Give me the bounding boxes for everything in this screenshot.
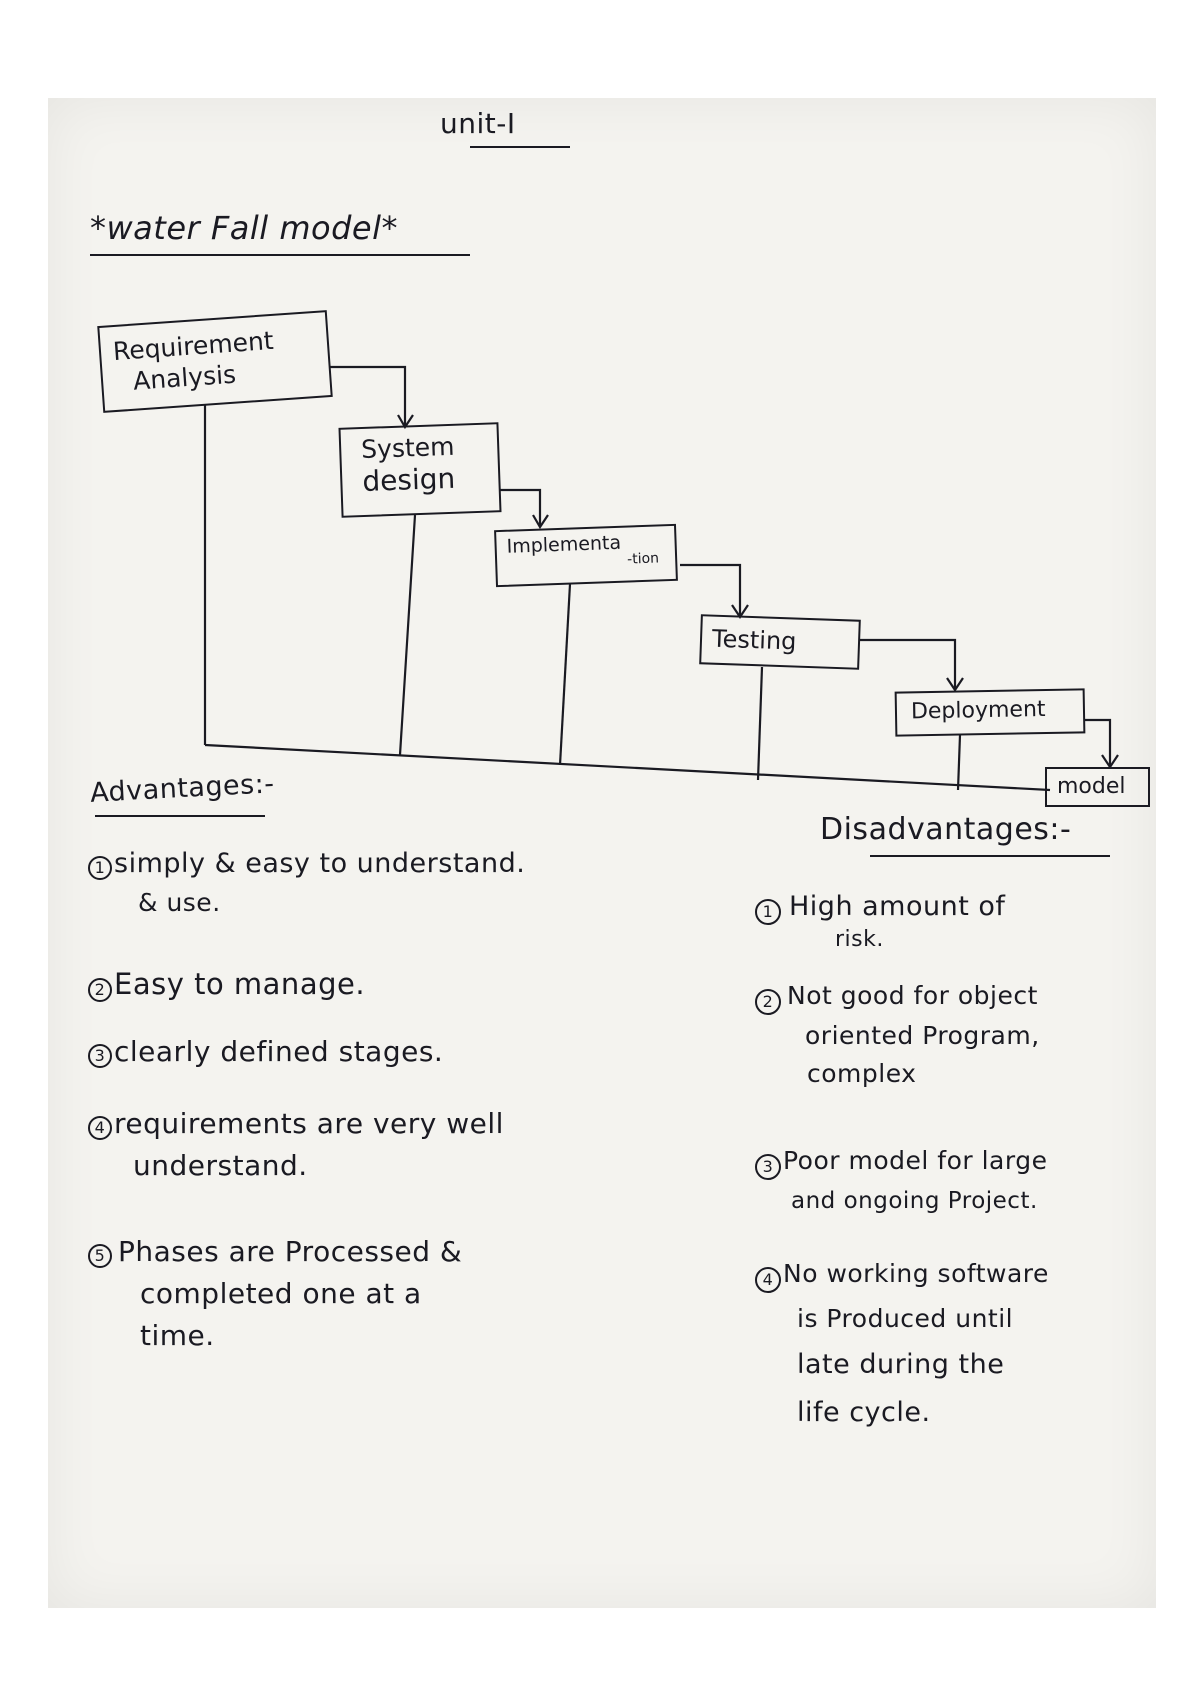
item-number: 2 [755, 989, 781, 1015]
disadvantages-underline [870, 855, 1110, 857]
disadvantage-text: late during the [797, 1349, 1005, 1380]
disadvantages-heading: Disadvantages:- [820, 812, 1072, 847]
item-number: 4 [88, 1116, 112, 1140]
advantage-text: Easy to manage. [114, 967, 366, 1001]
stage-implementation [494, 524, 678, 587]
stage-requirement-analysis [97, 310, 333, 413]
stage-system-design [338, 422, 501, 518]
stage-label: Testing [711, 624, 797, 656]
disadvantage-text: life cycle. [797, 1397, 931, 1428]
item-number: 3 [88, 1044, 112, 1068]
disadvantage-text: oriented Program, [805, 1021, 1040, 1050]
advantage-text: understand. [133, 1149, 308, 1182]
disadvantage-text: Not good for object [787, 981, 1038, 1010]
stage-label: design [361, 461, 456, 499]
stage-label: model [1057, 774, 1126, 799]
disadvantage-text: and ongoing Project. [791, 1188, 1038, 1214]
advantage-text: requirements are very well [114, 1107, 504, 1140]
page-title: *water Fall model* [90, 209, 398, 247]
disadvantage-text: No working software [783, 1259, 1049, 1288]
stage-model [1045, 767, 1150, 807]
stage-label: Requirement [112, 325, 275, 367]
stage-testing [699, 614, 861, 670]
item-number: 5 [88, 1244, 112, 1268]
disadvantage-text: risk. [835, 927, 884, 952]
stage-label: -tion [626, 550, 660, 568]
advantages-heading: Advantages:- [89, 768, 276, 809]
advantages-underline [95, 815, 265, 817]
stage-label: Deployment [910, 697, 1046, 725]
disadvantage-text: High amount of [789, 891, 1006, 922]
advantage-text: Phases are Processed & [118, 1235, 463, 1268]
disadvantage-text: complex [807, 1059, 917, 1088]
disadvantage-text: Poor model for large [783, 1146, 1048, 1175]
stage-label: System [360, 431, 455, 465]
item-number: 3 [755, 1154, 781, 1180]
advantage-text: simply & easy to understand. [114, 848, 526, 879]
advantage-text: & use. [138, 888, 221, 917]
unit-heading: unit-I [440, 107, 516, 140]
stage-label: Analysis [132, 359, 237, 396]
stage-deployment [895, 688, 1086, 736]
item-number: 1 [755, 899, 781, 925]
item-number: 1 [88, 856, 112, 880]
disadvantage-text: is Produced until [797, 1304, 1014, 1333]
advantage-text: clearly defined stages. [114, 1035, 444, 1068]
advantage-text: time. [140, 1319, 215, 1352]
item-number: 2 [88, 978, 112, 1002]
advantage-text: completed one at a [140, 1277, 422, 1310]
stage-label: Implementa [506, 531, 622, 558]
item-number: 4 [755, 1267, 781, 1293]
